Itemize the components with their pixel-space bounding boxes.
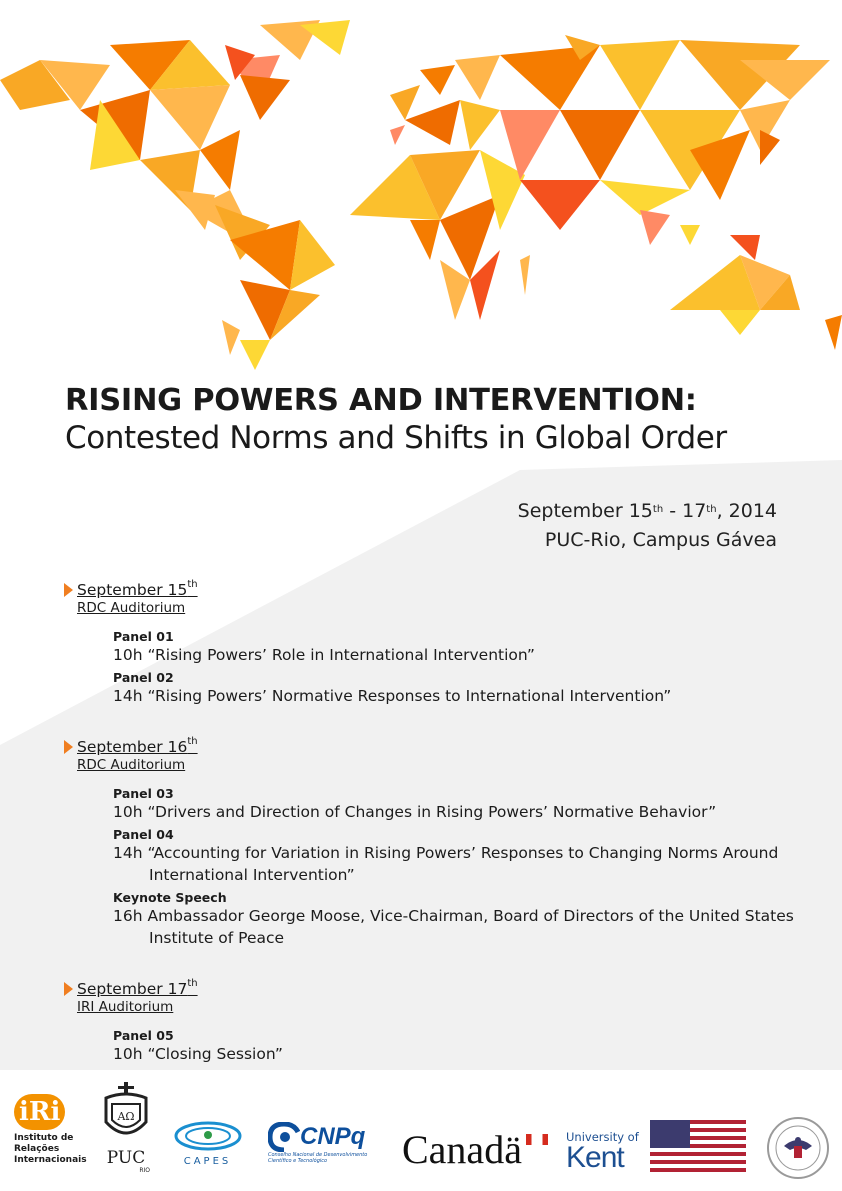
- keynote-label: Keynote Speech: [113, 890, 227, 905]
- kent-top: University of: [566, 1130, 639, 1144]
- canada-flag-icon: [526, 1134, 548, 1145]
- panel-title: 10h “Drivers and Direction of Changes in Rising Powers’ Normative Behavior”: [113, 803, 717, 821]
- sponsor-logos: [0, 1072, 842, 1191]
- event-date-end: - 17: [663, 500, 707, 522]
- canada-logo: [402, 1127, 552, 1172]
- venue-name: IRI Auditorium: [77, 999, 174, 1015]
- australia-shape: [670, 255, 842, 350]
- kent-logo: [566, 1130, 638, 1172]
- kent-text: Kent: [566, 1141, 624, 1174]
- world-map-graphic: [0, 0, 842, 375]
- svg-text:AΩ: AΩ: [117, 1110, 135, 1123]
- title-main: RISING POWERS AND INTERVENTION:: [65, 383, 697, 418]
- event-info: [518, 497, 777, 555]
- poster-title: [65, 383, 825, 456]
- event-date-start: September 15: [517, 500, 653, 522]
- europe-shape: [390, 55, 500, 150]
- us-flag-icon: [650, 1120, 746, 1172]
- panel-title: 14h “Rising Powers’ Normative Responses to International Intervention”: [113, 687, 672, 705]
- day-date: September 15: [77, 581, 188, 599]
- panel-label: Panel 02: [113, 670, 174, 685]
- iri-text: Instituto de Relações Internacionais: [14, 1133, 87, 1165]
- title-subtitle: Contested Norms and Shifts in Global Order: [65, 420, 727, 456]
- day-date-sup: th: [187, 978, 198, 989]
- bullet-triangle-icon: [64, 982, 73, 996]
- cnpq-icon: [268, 1122, 300, 1152]
- day-date: September 16: [77, 738, 188, 756]
- cnpq-text: CNPq: [300, 1123, 366, 1150]
- keynote-title: 16h Ambassador George Moose, Vice-Chairman, Board of Directors of the United States Institute of Peace: [113, 907, 794, 947]
- panel-label: Panel 04: [113, 827, 174, 842]
- day-date: September 17: [77, 980, 188, 998]
- panel-title: 10h “Rising Powers’ Role in International Intervention”: [113, 646, 535, 664]
- panel-label: Panel 01: [113, 629, 174, 644]
- puc-text: PUC: [106, 1148, 146, 1168]
- day-heading: [64, 581, 813, 599]
- day-heading: [64, 738, 813, 756]
- event-dates: [518, 497, 777, 526]
- puc-sub: RIO: [139, 1167, 150, 1174]
- panel-label: Panel 05: [113, 1028, 174, 1043]
- bullet-triangle-icon: [64, 740, 73, 754]
- day-date-sup: th: [187, 736, 198, 747]
- panel-label: Panel 03: [113, 786, 174, 801]
- event-location: PUC-Rio, Campus Gávea: [544, 529, 777, 551]
- event-year: , 2014: [716, 500, 777, 522]
- asia-shape: [500, 35, 830, 260]
- us-state-department-seal-icon: [766, 1116, 830, 1180]
- bullet-triangle-icon: [64, 583, 73, 597]
- canada-text: Canadä: [402, 1127, 522, 1172]
- panel-title: 10h “Closing Session”: [113, 1045, 283, 1063]
- africa-shape: [350, 150, 530, 320]
- south-america-shape: [222, 220, 335, 370]
- day-section: [64, 581, 813, 707]
- event-date-sup: th: [652, 504, 664, 515]
- capes-logo: [170, 1120, 245, 1167]
- event-date-sup: th: [706, 504, 717, 515]
- iri-mark: iRi: [14, 1094, 65, 1130]
- puc-crest-icon: [98, 1082, 154, 1146]
- cnpq-logo: [268, 1122, 388, 1164]
- venue-name: RDC Auditorium: [77, 757, 186, 773]
- puc-rio-logo: [96, 1082, 156, 1174]
- capes-swirl-icon: [173, 1120, 243, 1152]
- day-heading: [64, 980, 813, 998]
- day-section: [64, 738, 813, 949]
- capes-text: CAPES: [183, 1156, 232, 1167]
- panel-title: 14h “Accounting for Variation in Rising Powers’ Responses to Changing Norms Around International Intervention”: [113, 844, 779, 884]
- day-date-sup: th: [187, 579, 198, 590]
- iri-logo: [14, 1094, 94, 1166]
- cnpq-sub: Conselho Nacional de Desenvolvimento Científico e Tecnológico: [268, 1152, 368, 1164]
- day-section: [64, 980, 813, 1065]
- venue-name: RDC Auditorium: [77, 600, 186, 616]
